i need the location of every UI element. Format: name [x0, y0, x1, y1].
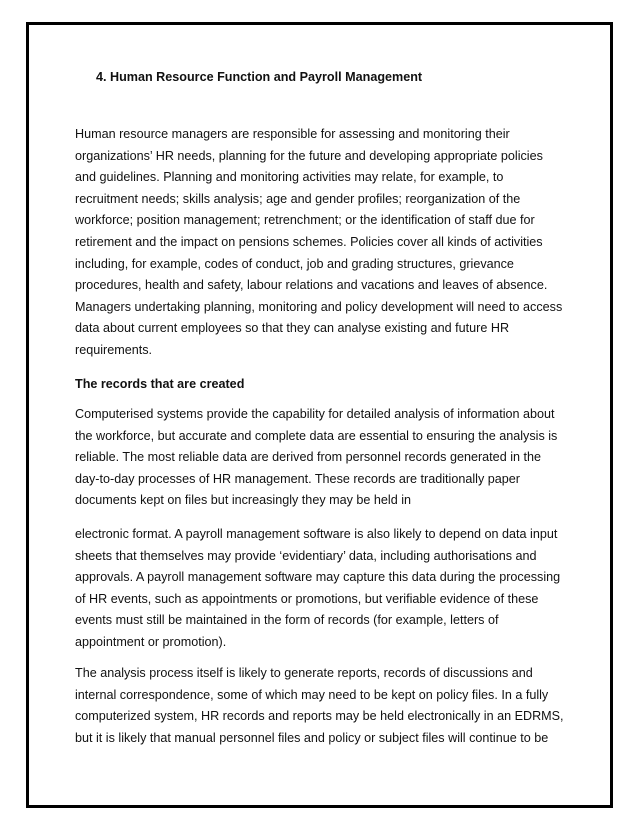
text-line: including, for example, codes of conduct, job and grading structures, grievance: [75, 256, 514, 271]
text-line: recruitment needs; skills analysis; age and gender profiles; reorganization of the: [75, 191, 521, 206]
paragraph-computerised-systems: [75, 404, 567, 512]
text-line: of HR events, such as appointments or promotions, but verifiable evidence of these: [75, 591, 539, 606]
text-line: and guidelines. Planning and monitoring activities may relate, for example, to: [75, 170, 504, 185]
text-line: computerized system, HR records and reports may be held electronically in an EDRMS,: [75, 709, 564, 724]
text-line: data about current employees so that they can analyse existing and future HR: [75, 321, 510, 336]
text-line: organizations’ HR needs, planning for the future and developing appropriate policies: [75, 148, 543, 163]
text-line: workforce; position management; retrenchment; or the identification of staff due for: [75, 213, 535, 228]
text-line: procedures, health and safety, labour relations and vacations and leaves of absence.: [75, 278, 548, 293]
text-line: documents kept on files but increasingly they may be held in: [75, 493, 412, 508]
text-line: reliable. The most reliable data are derived from personnel records generated in the: [75, 450, 541, 465]
text-line: The analysis process itself is likely to generate reports, records of discussions and: [75, 666, 533, 680]
text-line: Human resource managers are responsible for assessing and monitoring their: [75, 127, 510, 141]
text-line: approvals. A payroll management software may capture this data during the processing: [75, 570, 561, 585]
text-line: appointment or promotion).: [75, 634, 227, 649]
paragraph-electronic-format: [75, 524, 567, 654]
text-line: Computerised systems provide the capability for detailed analysis of information about: [75, 407, 555, 421]
text-line: events must still be maintained in the form of records (for example, letters of: [75, 613, 499, 628]
subsection-heading: The records that are created: [75, 377, 245, 391]
paragraph-hr-managers: [75, 124, 567, 362]
paragraph-analysis-process: [75, 663, 567, 749]
text-line: sheets that themselves may provide ‘evidentiary’ data, including authorisations and: [75, 548, 537, 563]
text-line: electronic format. A payroll management software is also likely to depend on data input: [75, 527, 558, 541]
text-line: the workforce, but accurate and complete data are essential to ensuring the analysis is: [75, 428, 558, 443]
text-line: requirements.: [75, 342, 152, 357]
text-line: day-to-day processes of HR management. These records are traditionally paper: [75, 471, 520, 486]
text-line: Managers undertaking planning, monitoring and policy development will need to access: [75, 299, 563, 314]
text-line: retirement and the impact on pensions schemes. Policies cover all kinds of activities: [75, 234, 543, 249]
text-line: but it is likely that manual personnel files and policy or subject files will continue to be: [75, 730, 549, 745]
section-heading: 4. Human Resource Function and Payroll Management: [96, 70, 423, 84]
text-line: internal correspondence, some of which may need to be kept on policy files. In a fully: [75, 687, 549, 702]
